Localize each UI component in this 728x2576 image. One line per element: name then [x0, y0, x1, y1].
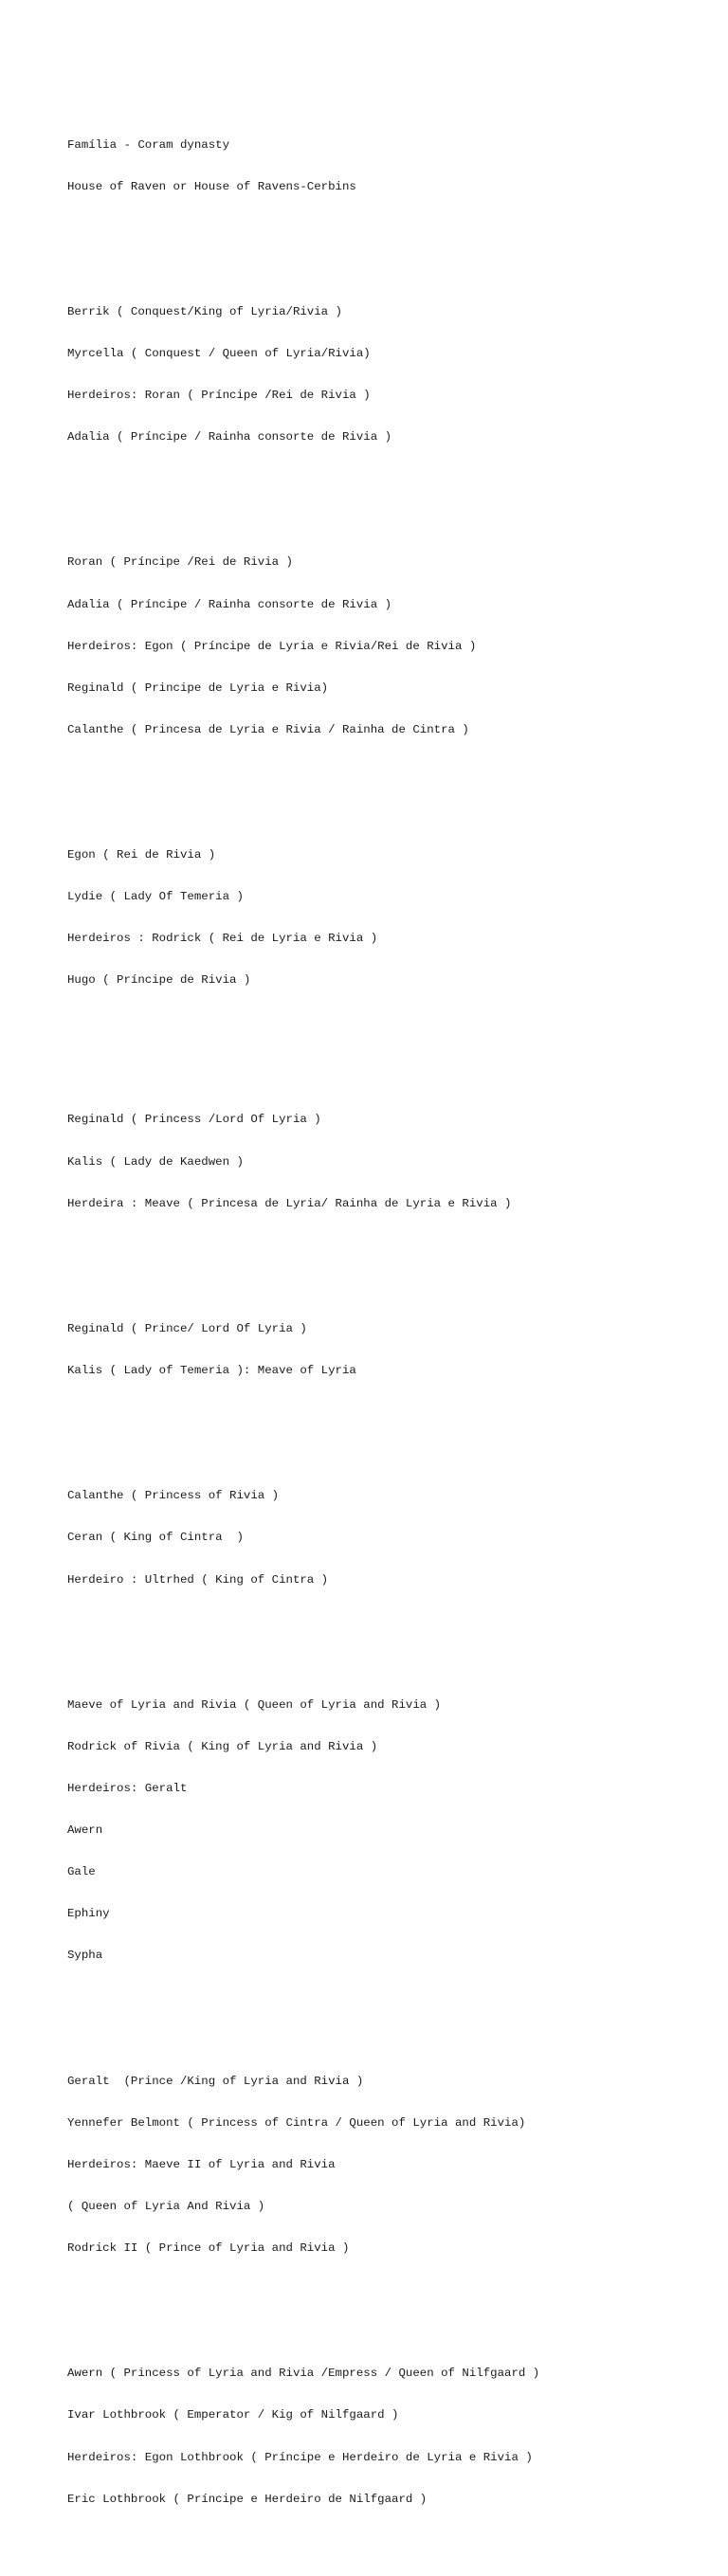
text-line: Rodrick of Rivia ( King of Lyria and Rivia ): [67, 1739, 378, 1753]
text-line: Herdeira : Meave ( Princesa de Lyria/ Rainha de Lyria e Rivia ): [67, 1196, 512, 1210]
text-line: Herdeiros: Egon Lothbrook ( Príncipe e Herdeiro de Lyria e Rivia ): [67, 2450, 533, 2464]
text-line: Hugo ( Príncipe de Rivia ): [67, 973, 251, 988]
text-line: Ephiny: [67, 1907, 110, 1921]
generation-geralt: [67, 2046, 712, 2283]
text-line: Awern ( Princess of Lyria and Rivia /Empress / Queen of Nilfgaard ): [67, 2367, 540, 2381]
text-line: Maeve of Lyria and Rivia ( Queen of Lyria and Rivia ): [67, 1697, 442, 1712]
text-line: Herdeiros : Rodrick ( Rei de Lyria e Rivia ): [67, 932, 378, 946]
text-line: Reginald ( Principe de Lyria e Rivia): [67, 680, 329, 695]
text-line: Yennefer Belmont ( Princess of Cintra / Queen of Lyria and Rivia): [67, 2115, 526, 2130]
text-line: Kalis ( Lady de Kaedwen ): [67, 1154, 244, 1169]
document-title: Família - Coram dynasty: [67, 137, 230, 152]
text-line: Adalia ( Príncipe / Rainha consorte de Rivia ): [67, 430, 392, 444]
text-line: Herdeiros: Maeve II of Lyria and Rivia: [67, 2157, 336, 2171]
text-line: Ceran ( King of Cintra ): [67, 1531, 244, 1545]
text-line: Calanthe ( Princesa de Lyria e Rivia / Rainha de Cintra ): [67, 722, 469, 736]
generation-awern: [67, 2339, 712, 2534]
text-line: Reginald ( Prince/ Lord Of Lyria ): [67, 1321, 307, 1335]
text-line: ( Queen of Lyria And Rivia ): [67, 2199, 265, 2213]
text-line: Geralt (Prince /King of Lyria and Rivia ): [67, 2074, 364, 2088]
text-line: Kalis ( Lady of Temeria ): Meave of Lyria: [67, 1364, 356, 1378]
text-line: Roran ( Príncipe /Rei de Rivia ): [67, 555, 293, 570]
text-line: Eric Lothbrook ( Príncipe e Herdeiro de Nilfgaard ): [67, 2492, 428, 2506]
generation-calanthe: [67, 1461, 712, 1615]
document-subtitle: House of Raven or House of Ravens-Cerbins: [67, 179, 356, 193]
generation-berrik: [67, 278, 712, 473]
text-line: Adalia ( Príncipe / Rainha consorte de Rivia ): [67, 597, 392, 611]
generation-roran: [67, 528, 712, 765]
header-block: [67, 110, 712, 222]
generation-reginald-1: [67, 1085, 712, 1239]
text-line: Berrik ( Conquest/King of Lyria/Rivia ): [67, 304, 342, 318]
text-line: Myrcella ( Conquest / Queen of Lyria/Rivia): [67, 347, 371, 360]
text-line: Herdeiro : Ultrhed ( King of Cintra ): [67, 1572, 329, 1587]
document-page: [67, 68, 712, 2576]
generation-maeve: [67, 1670, 712, 1990]
text-line: Lydie ( Lady Of Temeria ): [67, 890, 244, 904]
text-line: Awern: [67, 1823, 103, 1838]
text-line: Herdeiros: Roran ( Príncipe /Rei de Rivia ): [67, 389, 371, 403]
text-line: Sypha: [67, 1949, 103, 1963]
text-line: Herdeiros: Egon ( Príncipe de Lyria e Rivia/Rei de Rivia ): [67, 639, 477, 653]
generation-egon: [67, 821, 712, 1016]
text-line: Calanthe ( Princess of Rivia ): [67, 1489, 280, 1503]
text-line: Egon ( Rei de Rivia ): [67, 848, 216, 862]
text-line: Ivar Lothbrook ( Emperator / Kig of Nilfgaard ): [67, 2408, 399, 2422]
generation-reginald-2: [67, 1295, 712, 1406]
text-line: Reginald ( Princess /Lord Of Lyria ): [67, 1113, 321, 1127]
text-line: Gale: [67, 1865, 96, 1879]
text-line: Rodrick II ( Prince of Lyria and Rivia ): [67, 2241, 350, 2256]
text-line: Herdeiros: Geralt: [67, 1781, 188, 1795]
